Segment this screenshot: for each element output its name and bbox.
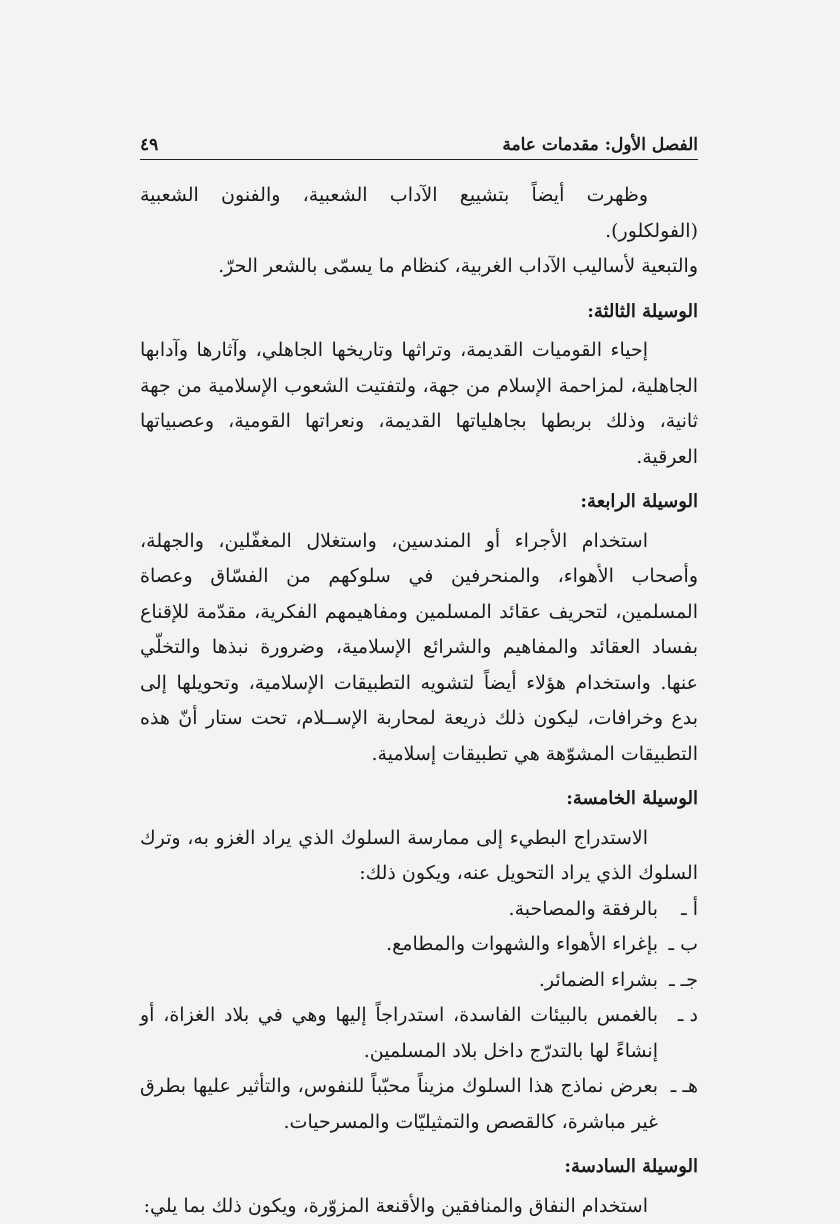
paragraph: والتبعية لأساليب الآداب الغربية، كنظام ما يسمّى بالشعر الحرّ.	[140, 249, 698, 285]
list-marker: هـ ـ	[658, 1069, 698, 1140]
body-text	[140, 178, 698, 1224]
list-item	[140, 892, 698, 928]
list-marker: جـ ـ	[658, 963, 698, 999]
list-item	[140, 998, 698, 1069]
section-heading: الوسيلة الثالثة:	[140, 294, 698, 330]
running-header	[140, 128, 698, 160]
paragraph: استخدام الأجراء أو المندسين، واستغلال المغفّلين، والجهلة، وأصحاب الأهواء، والمنحرفين في سلوكهم من الفسّاق وعصاة المسلمين، لتحريف عقائد المسلمين ومفاهيمهم الفكرية، مقدّمة للإقناع بفساد العقائد والمفاهيم والشرائع الإسلامية، وضرورة نبذها والتخلّي عنها. واستخدام هؤلاء أيضاً لتشويه التطبيقات الإسلامية، وتحويلها إلى بدع وخرافات، ليكون ذلك ذريعة لمحاربة الإســلام، تحت ستار أنّ هذه التطبيقات المشوّهة هي تطبيقات إسلامية.	[140, 524, 698, 773]
list-text: بعرض نماذج هذا السلوك مزيناً محبّباً للنفوس، والتأثير عليها بطرق غير مباشرة، كالقصص والتمثيليّات والمسرحيات.	[140, 1069, 658, 1140]
list-text: بإغراء الأهواء والشهوات والمطامع.	[140, 927, 658, 963]
paragraph: الاستدراج البطيء إلى ممارسة السلوك الذي يراد الغزو به، وترك السلوك الذي يراد التحويل عنه، ويكون ذلك:	[140, 821, 698, 892]
list-text: بشراء الضمائر.	[140, 963, 658, 999]
list-marker: د ـ	[658, 998, 698, 1069]
list-text: بالرفقة والمصاحبة.	[140, 892, 658, 928]
page-number: ٤٩	[140, 135, 158, 155]
chapter-title: الفصل الأول: مقدمات عامة	[502, 135, 698, 155]
list-text: بالغمس بالبيئات الفاسدة، استدراجاً إليها وهي في بلاد الغزاة، أو إنشاءً لها بالتدرّج داخل بلاد المسلمين.	[140, 998, 658, 1069]
list-marker: ب ـ	[658, 927, 698, 963]
list-marker: أ ـ	[658, 892, 698, 928]
paragraph: استخدام النفاق والمنافقين والأقنعة المزوّرة، ويكون ذلك بما يلي:	[140, 1189, 698, 1224]
section-heading: الوسيلة الخامسة:	[140, 781, 698, 817]
section-heading: الوسيلة الرابعة:	[140, 484, 698, 520]
section-heading: الوسيلة السادسة:	[140, 1149, 698, 1185]
paragraph: وظهرت أيضاً بتشييع الآداب الشعبية، والفنون الشعبية (الفولكلور).	[140, 178, 698, 249]
paragraph: إحياء القوميات القديمة، وتراثها وتاريخها الجاهلي، وآثارها وآدابها الجاهلية، لمزاحمة الإسلام من جهة، ولتفتيت الشعوب الإسلامية من جهة ثانية، وذلك بربطها بجاهلياتها القديمة، ونعراتها القومية، وعصبياتها العرقية.	[140, 333, 698, 475]
list-item	[140, 963, 698, 999]
list-item	[140, 1069, 698, 1140]
list-item	[140, 927, 698, 963]
